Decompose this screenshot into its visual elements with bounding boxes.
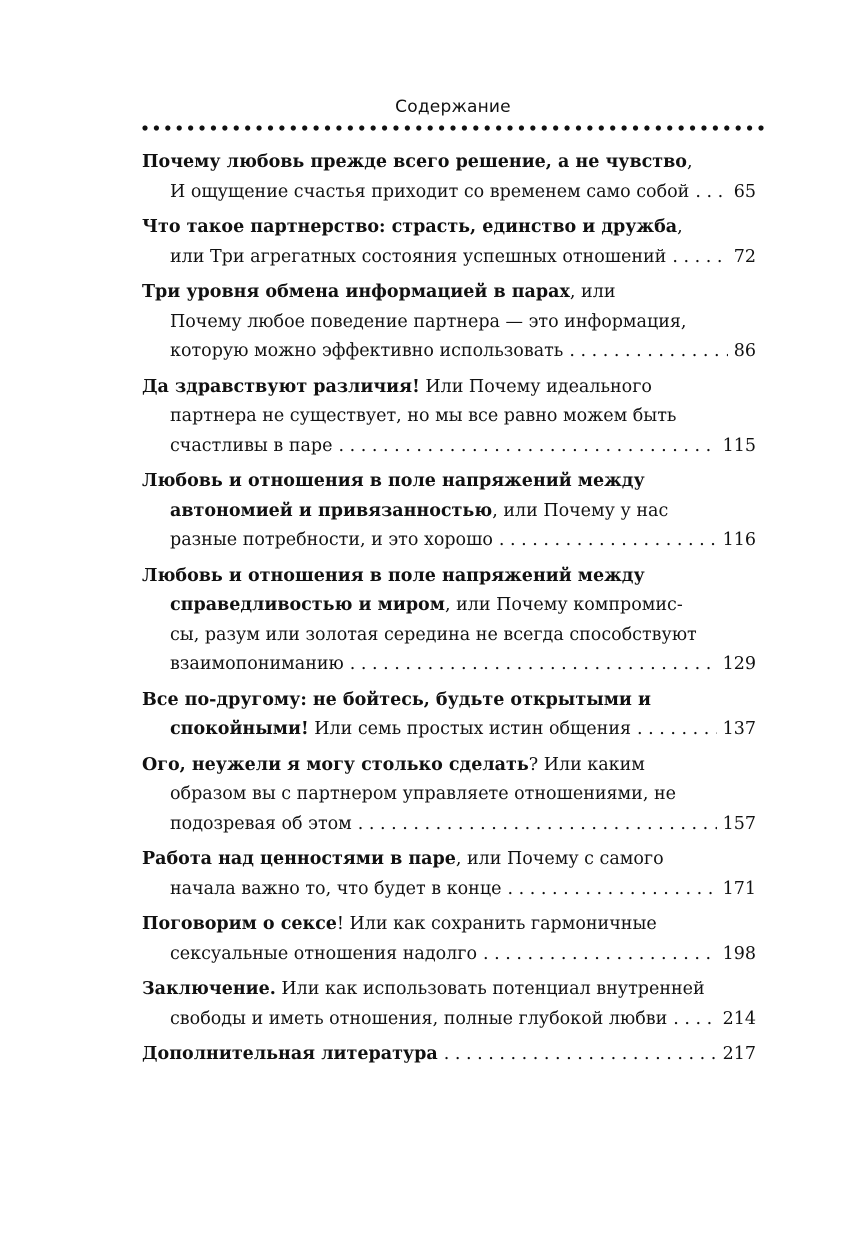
page-number: 72	[733, 246, 756, 267]
toc-line	[142, 975, 756, 1005]
toc-title-normal: партнера не существует, но мы все равно можем быть	[170, 406, 677, 426]
toc-line-text	[170, 432, 332, 462]
toc-title-bold: спокойными!	[170, 719, 309, 739]
toc-line-text	[170, 402, 676, 432]
toc-title-normal: которую можно эффективно использовать	[170, 341, 564, 361]
rule-dot	[496, 125, 501, 130]
page-number: 171	[722, 878, 756, 899]
toc-entry	[142, 467, 756, 556]
toc-line	[142, 337, 756, 367]
toc-line	[142, 562, 756, 592]
toc-title-normal: , или Почему компромис-	[444, 595, 683, 615]
rule-dot	[587, 125, 592, 130]
toc-title-normal: ,	[677, 217, 683, 237]
toc-line-text	[170, 243, 666, 273]
rule-dot	[154, 125, 159, 130]
toc-line-text	[142, 148, 693, 178]
toc-title-bold: справедливостью и миром	[170, 595, 445, 615]
toc-title-bold: Что такое партнерство: страсть, единство и дружба	[142, 217, 678, 237]
rule-dot	[371, 125, 376, 130]
toc-line-text	[170, 650, 344, 680]
dotted-rule	[142, 124, 764, 132]
toc-title-bold: автономией и привязанностью	[170, 500, 493, 521]
toc-entry	[142, 975, 756, 1034]
toc-line-text	[142, 686, 651, 716]
toc-title-normal: образом вы с партнером управляете отношениями, не	[170, 784, 676, 804]
rule-dot	[382, 125, 387, 130]
rule-dot	[325, 125, 330, 130]
rule-dot	[473, 125, 478, 130]
page-number: 65	[733, 181, 756, 202]
rule-dot	[679, 125, 684, 130]
toc-line	[142, 751, 756, 781]
toc-line	[142, 591, 756, 621]
rule-dot	[188, 125, 193, 130]
toc-line-text	[170, 497, 668, 527]
page-number: 198	[722, 943, 756, 964]
dot-leader	[673, 1005, 716, 1035]
toc-line	[142, 621, 756, 651]
rule-dot	[416, 125, 421, 130]
toc-entry	[142, 845, 756, 904]
toc-line-text	[142, 562, 645, 592]
toc-line-text	[142, 467, 645, 497]
rule-dot	[576, 125, 581, 130]
toc-title-bold: Дополнительная литература	[142, 1044, 438, 1064]
toc-title-bold: Три уровня обмена информацией в парах	[142, 282, 570, 302]
rule-dot	[530, 125, 535, 130]
toc-title-normal: ,	[686, 152, 693, 172]
toc-line-text	[170, 591, 683, 621]
toc-line-text	[170, 337, 563, 367]
page-number: 116	[722, 530, 756, 550]
toc-line-text	[142, 213, 683, 243]
rule-dot	[758, 125, 763, 130]
toc-line-text	[142, 910, 657, 940]
dot-leader	[338, 432, 716, 462]
page-header: Содержание	[395, 97, 511, 117]
toc-title-bold: Любовь и отношения в поле напряжений между	[142, 471, 645, 491]
toc-title-normal: , или Почему с самого	[455, 849, 664, 869]
dot-leader	[499, 526, 717, 556]
toc-line	[142, 308, 756, 338]
toc-line	[142, 402, 756, 432]
rule-dot	[439, 125, 444, 130]
rule-dot	[724, 125, 729, 130]
toc-title-normal: счастливы в паре	[170, 435, 333, 456]
dot-leader	[358, 810, 717, 840]
toc-line	[142, 497, 756, 527]
toc-title-bold: Заключение.	[142, 979, 276, 999]
dot-leader	[672, 243, 727, 273]
dot-leader	[637, 715, 717, 745]
rule-dot	[644, 125, 649, 130]
toc-line-text	[170, 1005, 667, 1035]
rule-dot	[336, 125, 341, 130]
toc-title-bold: Любовь и отношения в поле напряжений между	[142, 565, 645, 586]
rule-dot	[633, 125, 638, 130]
rule-dot	[599, 125, 604, 130]
toc-line	[142, 213, 756, 243]
toc-entry	[142, 686, 756, 745]
toc-line	[142, 780, 756, 810]
toc-line-text	[170, 308, 687, 338]
toc-line-text	[170, 715, 631, 745]
toc-title-normal: или Три агрегатных состояния успешных отношений	[170, 246, 667, 267]
rule-dot	[519, 125, 524, 130]
rule-dot	[291, 125, 296, 130]
toc-entry	[142, 373, 756, 462]
rule-dot	[142, 125, 147, 130]
page-number: 214	[722, 1008, 756, 1029]
toc-entry	[142, 278, 756, 367]
rule-dot	[268, 125, 273, 130]
rule-dot	[199, 125, 204, 130]
toc-line	[142, 686, 756, 716]
toc-line	[142, 148, 756, 178]
toc-title-normal: сы, разум или золотая середина не всегда способствуют	[170, 624, 697, 645]
rule-dot	[690, 125, 695, 130]
toc-title-normal: Или Почему идеального	[419, 376, 652, 397]
toc-title-bold: Да здравствуют различия!	[142, 376, 420, 397]
toc-entry	[142, 910, 756, 969]
dot-leader	[483, 940, 717, 970]
rule-dot	[302, 125, 307, 130]
toc-line-text	[170, 875, 501, 905]
rule-dot	[701, 125, 706, 130]
toc-entry	[142, 562, 756, 680]
toc-line-text	[142, 751, 645, 781]
toc-entry	[142, 213, 756, 272]
rule-dot	[656, 125, 661, 130]
toc-line-text	[142, 975, 705, 1005]
rule-dot	[211, 125, 216, 130]
rule-dot	[736, 125, 741, 130]
dot-leader	[507, 875, 716, 905]
toc-title-normal: , или	[569, 282, 616, 302]
toc-line-text	[170, 810, 352, 840]
toc-line-text	[170, 178, 689, 208]
rule-dot	[348, 125, 353, 130]
rule-dot	[393, 125, 398, 130]
toc-title-normal: взаимопониманию	[170, 654, 344, 674]
rule-dot	[234, 125, 239, 130]
toc-title-normal: разные потребности, и это хорошо	[170, 530, 493, 550]
toc-line	[142, 715, 756, 745]
toc-title-normal: ? Или каким	[528, 754, 645, 775]
toc-entry	[142, 148, 756, 207]
toc-line-text	[170, 526, 493, 556]
toc-entry	[142, 751, 756, 840]
rule-dot	[256, 125, 261, 130]
dot-leader	[695, 178, 727, 208]
toc-title-bold: Работа над ценностями в паре	[142, 849, 456, 869]
toc-line-text	[170, 940, 477, 970]
page-number: 157	[722, 813, 756, 834]
toc-line-text	[142, 1040, 438, 1070]
page-number: 217	[722, 1044, 756, 1064]
toc-title-normal: ! Или как сохранить гармоничные	[336, 914, 657, 934]
rule-dot	[553, 125, 558, 130]
toc-line	[142, 278, 756, 308]
toc-title-normal: И ощущение счастья приходит со временем само собой	[170, 181, 690, 202]
toc-title-normal: подозревая об этом	[170, 813, 352, 834]
rule-dot	[405, 125, 410, 130]
toc-line	[142, 810, 756, 840]
toc-line	[142, 650, 756, 680]
toc-title-normal: Почему любое поведение партнера — это информация,	[170, 311, 687, 332]
table-of-contents	[142, 148, 756, 1076]
toc-line-text	[142, 845, 664, 875]
toc-title-normal: Или как использовать потенциал внутренней	[275, 979, 705, 999]
rule-dot	[667, 125, 672, 130]
toc-title-bold: Поговорим о сексе	[142, 914, 337, 934]
rule-dot	[713, 125, 718, 130]
page-number: 137	[722, 719, 756, 739]
rule-dot	[245, 125, 250, 130]
toc-title-normal: свободы и иметь отношения, полные глубокой любви	[170, 1008, 668, 1029]
rule-dot	[507, 125, 512, 130]
toc-line	[142, 373, 756, 403]
toc-title-normal: сексуальные отношения надолго	[170, 943, 477, 964]
toc-title-normal: , или Почему у нас	[492, 500, 669, 521]
toc-line-text	[170, 780, 676, 810]
page-number: 86	[733, 341, 756, 361]
toc-line	[142, 845, 756, 875]
rule-dot	[542, 125, 547, 130]
rule-dot	[622, 125, 627, 130]
rule-dot	[428, 125, 433, 130]
rule-dot	[450, 125, 455, 130]
rule-dot	[222, 125, 227, 130]
toc-line	[142, 910, 756, 940]
toc-title-bold: Все по-другому: не бойтесь, будьте открытыми и	[142, 689, 651, 710]
dot-leader	[350, 650, 717, 680]
rule-dot	[610, 125, 615, 130]
toc-line	[142, 526, 756, 556]
toc-line	[142, 1005, 756, 1035]
rule-dot	[462, 125, 467, 130]
toc-title-normal: Или семь простых истин общения	[308, 719, 632, 739]
toc-line-text	[142, 278, 615, 308]
toc-line	[142, 243, 756, 273]
toc-title-normal: начала важно то, что будет в конце	[170, 878, 502, 899]
toc-title-bold: Ого, неужели я могу столько сделать	[142, 754, 529, 775]
dot-leader	[569, 337, 727, 367]
page-number: 129	[722, 654, 756, 674]
toc-line	[142, 1040, 756, 1070]
rule-dot	[165, 125, 170, 130]
toc-line-text	[170, 621, 697, 651]
toc-line	[142, 940, 756, 970]
rule-dot	[279, 125, 284, 130]
rule-dot	[747, 125, 752, 130]
rule-dot	[314, 125, 319, 130]
rule-dot	[177, 125, 182, 130]
toc-title-bold: Почему любовь прежде всего решение, а не чувство	[142, 152, 687, 172]
rule-dot	[359, 125, 364, 130]
toc-line	[142, 432, 756, 462]
toc-entry	[142, 1040, 756, 1070]
page-number: 115	[722, 435, 756, 456]
toc-line	[142, 875, 756, 905]
toc-line	[142, 467, 756, 497]
toc-line	[142, 178, 756, 208]
toc-line-text	[142, 373, 652, 403]
rule-dot	[564, 125, 569, 130]
rule-dot	[485, 125, 490, 130]
dot-leader	[444, 1040, 717, 1070]
